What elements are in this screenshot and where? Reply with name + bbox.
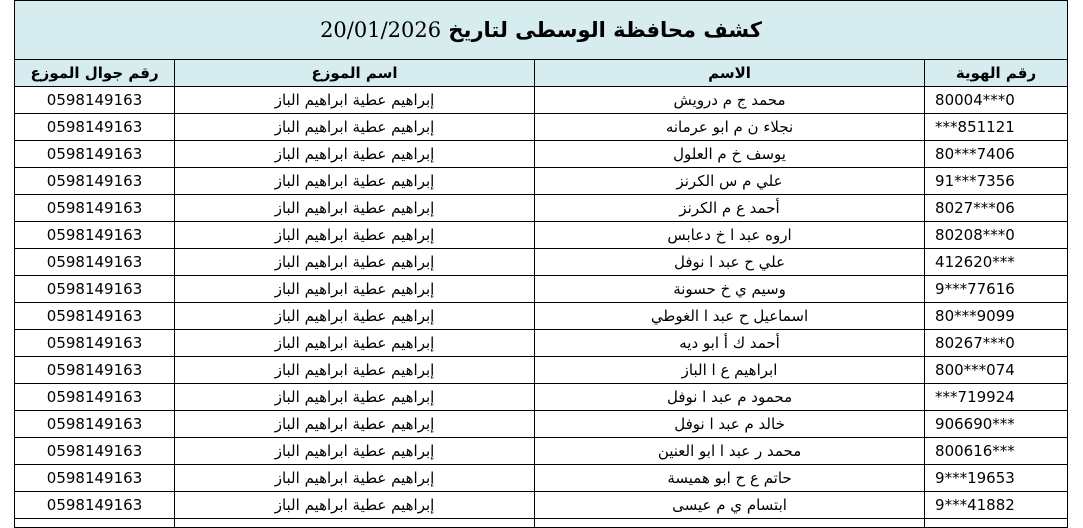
distribution-sheet [14,0,1067,528]
phone-cell: 0598149163 [15,114,175,141]
id-cell: 80***9099 [925,303,1068,330]
id-cell: ***719924 [925,384,1068,411]
distributor-cell: إبراهيم عطية ابراهيم الباز [175,384,535,411]
distributor-cell: إبراهيم عطية ابراهيم الباز [175,411,535,438]
table-row [15,438,1068,465]
header-phone: رقم جوال الموزع [15,60,175,87]
distributor-cell: إبراهيم عطية ابراهيم الباز [175,195,535,222]
name-cell: اسماعيل ح عبد ا الغوطي [535,303,925,330]
phone-cell: 0598149163 [15,357,175,384]
name-cell: محمود م عبد ا نوفل [535,384,925,411]
id-cell: 80004***0 [925,87,1068,114]
name-cell: اروه عبد ا خ دعابس [535,222,925,249]
distribution-table [14,0,1068,528]
name-cell: وسيم ي خ حسونة [535,276,925,303]
empty-cell [925,519,1068,528]
table-row [15,384,1068,411]
header-row [15,60,1068,87]
table-row-partial [15,519,1068,528]
table-row [15,357,1068,384]
sheet-title [15,1,1068,60]
empty-cell [175,519,535,528]
table-row [15,114,1068,141]
table-row [15,303,1068,330]
table-row [15,87,1068,114]
table-row [15,195,1068,222]
distributor-cell: إبراهيم عطية ابراهيم الباز [175,249,535,276]
header-id: رقم الهوية [925,60,1068,87]
distributor-cell: إبراهيم عطية ابراهيم الباز [175,465,535,492]
id-cell: 800***074 [925,357,1068,384]
distributor-cell: إبراهيم عطية ابراهيم الباز [175,357,535,384]
table-row [15,276,1068,303]
phone-cell: 0598149163 [15,303,175,330]
distributor-cell: إبراهيم عطية ابراهيم الباز [175,168,535,195]
id-cell: ***851121 [925,114,1068,141]
phone-cell: 0598149163 [15,249,175,276]
id-cell: 800616*** [925,438,1068,465]
name-cell: أحمد ك أ ابو ديه [535,330,925,357]
id-cell: 9***41882 [925,492,1068,519]
phone-cell: 0598149163 [15,276,175,303]
empty-cell [535,519,925,528]
phone-cell: 0598149163 [15,195,175,222]
table-row [15,249,1068,276]
phone-cell: 0598149163 [15,438,175,465]
distributor-cell: إبراهيم عطية ابراهيم الباز [175,141,535,168]
id-cell: 91***7356 [925,168,1068,195]
name-cell: محمد ر عبد ا ابو العنين [535,438,925,465]
distributor-cell: إبراهيم عطية ابراهيم الباز [175,438,535,465]
table-row [15,411,1068,438]
title-date: 20/01/2026 [320,18,442,42]
name-cell: أحمد ع م الكرنز [535,195,925,222]
id-cell: 80208***0 [925,222,1068,249]
id-cell: 412620*** [925,249,1068,276]
phone-cell: 0598149163 [15,141,175,168]
phone-cell: 0598149163 [15,87,175,114]
table-row [15,465,1068,492]
table-body [15,87,1068,528]
empty-cell [15,519,175,528]
distributor-cell: إبراهيم عطية ابراهيم الباز [175,303,535,330]
name-cell: حاتم ع ح ابو هميسة [535,465,925,492]
id-cell: 906690*** [925,411,1068,438]
name-cell: نجلاء ن م ابو عرمانه [535,114,925,141]
phone-cell: 0598149163 [15,384,175,411]
phone-cell: 0598149163 [15,465,175,492]
table-row [15,168,1068,195]
title-row [15,1,1068,60]
name-cell: علي ح عبد ا نوفل [535,249,925,276]
id-cell: 9***19653 [925,465,1068,492]
table-row [15,492,1068,519]
distributor-cell: إبراهيم عطية ابراهيم الباز [175,492,535,519]
distributor-cell: إبراهيم عطية ابراهيم الباز [175,222,535,249]
name-cell: ابراهيم ع ا الباز [535,357,925,384]
name-cell: علي م س الكرنز [535,168,925,195]
id-cell: 80267***0 [925,330,1068,357]
id-cell: 8027***06 [925,195,1068,222]
title-prefix: كشف محافظة الوسطى لتاريخ [448,18,762,42]
distributor-cell: إبراهيم عطية ابراهيم الباز [175,330,535,357]
table-row [15,330,1068,357]
name-cell: خالد م عبد ا نوفل [535,411,925,438]
phone-cell: 0598149163 [15,330,175,357]
header-name: الاسم [535,60,925,87]
name-cell: ابتسام ي م عيسى [535,492,925,519]
phone-cell: 0598149163 [15,411,175,438]
name-cell: محمد ج م درويش [535,87,925,114]
phone-cell: 0598149163 [15,168,175,195]
distributor-cell: إبراهيم عطية ابراهيم الباز [175,276,535,303]
id-cell: 80***7406 [925,141,1068,168]
header-distributor: اسم الموزع [175,60,535,87]
table-row [15,141,1068,168]
table-row [15,222,1068,249]
distributor-cell: إبراهيم عطية ابراهيم الباز [175,87,535,114]
distributor-cell: إبراهيم عطية ابراهيم الباز [175,114,535,141]
phone-cell: 0598149163 [15,222,175,249]
phone-cell: 0598149163 [15,492,175,519]
name-cell: يوسف خ م العلول [535,141,925,168]
id-cell: 9***77616 [925,276,1068,303]
